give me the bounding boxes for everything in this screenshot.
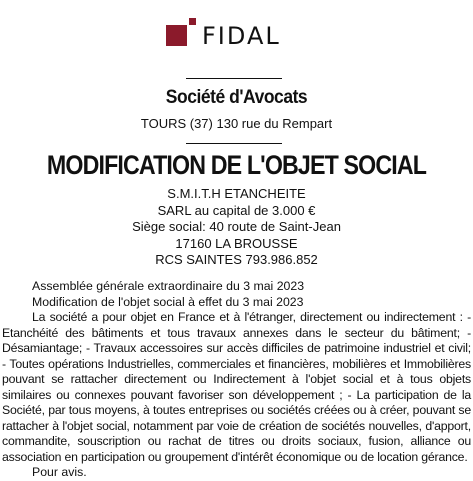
fidal-logo [166,18,281,50]
assembly-line: Assemblée générale extraordinaire du 3 mai 2023 [32,279,305,293]
modification-line: Modification de l'objet social à effet du 3 mai 2023 [32,294,304,309]
objet-paragraph: La société a pour objet en France et à l'étranger, directement ou indirectement : - Etanchéité des bâtiments et tous travaux annexes dans le secteur du bâtiment; - Désamiantage; - Travaux accessoires sur accès difficiles de patrimoine industriel et civil; - Toutes opérations Industrielles, commerciales et financières, mobilières et Immobilières pouvant se rattacher directement ou Indirectement à l'objet social et à tous objets similaires ou connexes pouvant favoriser son développement ; - La participation de la Société, par tous moyens, à toutes entreprises ou sociétés créées ou à créer, pouvant se rattacher à l'objet social, notamment par voie de création de sociétés nouvelles, d'apport, commandite, souscription ou rachat de titres ou droits sociaux, fusion, alliance ou association en participation ou groupement d'intérêt économique ou de location gérance. [2,310,471,464]
divider-top [186,78,282,79]
logo-mark-icon [166,18,194,46]
firm-subtitle: Société d'Avocats [165,87,308,108]
company-name: S.M.I.T.H ETANCHEITE [167,186,306,201]
company-block [0,186,473,269]
firm-address: TOURS (37) 130 rue du Rempart [140,116,333,131]
notice-body [2,279,471,481]
closing-line: Pour avis. [32,465,87,479]
notice-title: MODIFICATION DE L'OBJET SOCIAL [46,150,427,180]
company-rcs: RCS SAINTES 793.986.852 [155,252,318,267]
logo-text: FIDAL [202,22,281,50]
divider-middle [186,143,282,144]
company-capital: SARL au capital de 3.000 € [157,202,316,218]
company-city: 17160 LA BROUSSE [175,235,298,251]
company-siege: Siège social: 40 route de Saint-Jean [132,219,341,234]
